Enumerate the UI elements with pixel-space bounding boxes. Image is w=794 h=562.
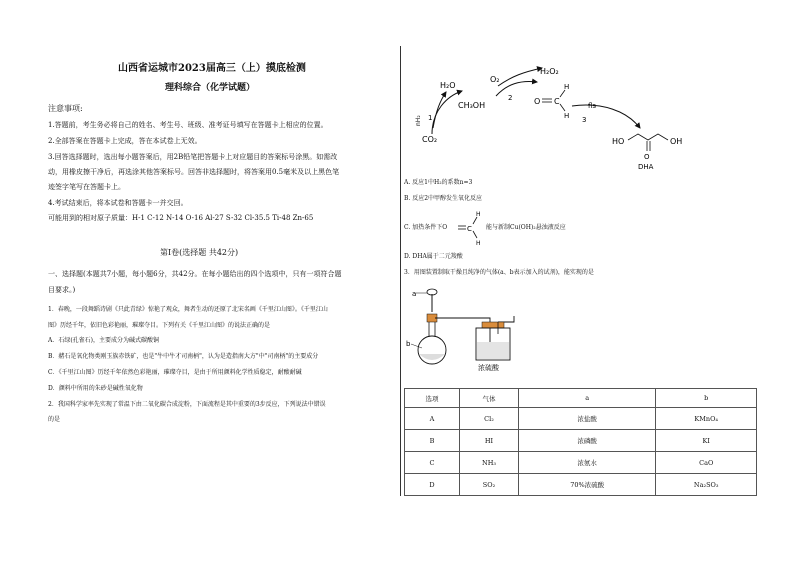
q2-option-c-post: 能与新制Cu(OH)₂悬浊液反应 xyxy=(486,224,566,231)
q3-options-table xyxy=(404,388,757,496)
o2-label: O₂ xyxy=(490,75,500,84)
notice-line: 4.考试结束后，将本试卷和答题卡一并交回。 xyxy=(48,199,188,207)
dha-label: DHA xyxy=(638,163,654,171)
option-c-h-top: H xyxy=(476,211,481,218)
apparatus-diagram xyxy=(402,282,532,372)
section-intro: 一、选择题(本题共7小题，每小题6分，共42分。在每小题给出的四个选项中，只有一项符合题 xyxy=(48,270,342,278)
q1-option-a: A．石绿(孔雀石)，主要成分为碱式碳酸铜 xyxy=(48,337,160,344)
formaldehyde-o: O xyxy=(534,97,541,106)
q2-option-a: A. 反应1中H₂的系数n=3 xyxy=(404,179,473,186)
fls-label: fls xyxy=(588,102,597,110)
table-header: 选项 xyxy=(405,389,460,408)
q1-option-b: B．赭石是氧化物类刚玉族赤铁矿，也是"牛中牛才司南柄"，认为是造指南大方"中"司南柄"的主要成分 xyxy=(48,353,319,360)
q2-option-c: C. 加热条件下O xyxy=(404,224,448,231)
table-row xyxy=(405,430,757,452)
notice-line: 迹签字笔写在答题卡上。 xyxy=(48,183,125,191)
notice-line: 2.全部答案在答题卡上完成，答在本试卷上无效。 xyxy=(48,137,202,145)
option-c-structure xyxy=(456,208,486,248)
q2-stem: 的是 xyxy=(48,416,61,423)
formaldehyde-c: C xyxy=(554,97,560,106)
formaldehyde-h-bottom: H xyxy=(564,112,570,120)
q3-stem: 3．用图装置制取干燥且纯净的气体(a、b表示加入的试剂)，能实现的是 xyxy=(404,269,594,276)
table-cell: HI xyxy=(460,430,519,452)
reagent-a-label: a xyxy=(412,290,417,298)
dha-ho: HO xyxy=(612,137,625,146)
arrow-3-number: 3 xyxy=(582,116,587,124)
q1-option-d: D．颜料中所用的朱砂是碱性氧化物 xyxy=(48,385,143,392)
section-intro: 目要求。) xyxy=(48,286,76,294)
option-c-carbon: C xyxy=(467,225,472,233)
table-cell: Na₂SO₃ xyxy=(656,474,757,496)
dha-oh: OH xyxy=(670,137,683,146)
dha-o: O xyxy=(644,153,650,161)
table-cell: SO₂ xyxy=(460,474,519,496)
table-cell: A xyxy=(405,408,460,430)
ch3oh-label: CH₃OH xyxy=(458,101,486,110)
page-subtitle: 理科综合（化学试题） xyxy=(165,83,256,93)
notice-line: 1.答题前，考生务必将自己的姓名、考生号、班级、准考证号填写在答题卡上相应的位置。 xyxy=(48,121,328,129)
table-cell: 浓氨水 xyxy=(518,452,655,474)
table-row xyxy=(405,452,757,474)
reaction-scheme xyxy=(402,56,762,174)
arrow-2-number: 2 xyxy=(508,94,513,102)
table-cell: 浓盐酸 xyxy=(518,408,655,430)
option-c-h-bottom: H xyxy=(476,240,481,247)
table-header: 气体 xyxy=(460,389,519,408)
h2o2-label: H₂O₂ xyxy=(540,67,559,76)
table-cell: 70%浓硫酸 xyxy=(518,474,655,496)
q2-option-d: D. DHA属于二元羧酸 xyxy=(404,253,463,260)
formaldehyde-h-top: H xyxy=(564,83,570,91)
table-cell: C xyxy=(405,452,460,474)
reagent-b-label: b xyxy=(406,340,411,348)
table-row xyxy=(405,408,757,430)
notice-line: 动，用橡皮擦干净后，再选涂其他答案标号。回答非选择题时，将答案用0.5毫米及以上黑色笔 xyxy=(48,168,340,176)
page-title: 山西省运城市2023届高三（上）摸底检测 xyxy=(118,63,306,74)
q2-stem: 2．我国科学家率先实现了常温下由二氧化碳合成淀粉，下面流程是其中重要的3步反应，下列说法中错误 xyxy=(48,401,326,408)
column-divider xyxy=(400,46,401,496)
table-row xyxy=(405,474,757,496)
co2-label: CO₂ xyxy=(422,135,438,144)
table-cell: CaO xyxy=(656,452,757,474)
table-cell: Cl₂ xyxy=(460,408,519,430)
q1-stem: 1．春晚，一段舞蹈诗剧《只此青绿》惊艳了观众，舞者生动的还原了北宋名画《千里江山图》。《千里江山 xyxy=(48,306,328,313)
table-cell: 浓磷酸 xyxy=(518,430,655,452)
bottle-label: 浓硫酸 xyxy=(478,364,499,372)
h2o-label: H₂O xyxy=(440,81,456,90)
q2-option-b: B. 反应2中甲醇发生氧化反应 xyxy=(404,195,483,202)
q1-option-c: C．《千里江山图》历经千年依然色彩艳丽，璀璨夺目，是由于所用颜料化学性质稳定，耐酸耐碱 xyxy=(48,369,302,376)
table-cell: KI xyxy=(656,430,757,452)
table-cell: D xyxy=(405,474,460,496)
table-header-row xyxy=(405,389,757,408)
notice-heading: 注意事项: xyxy=(48,104,83,113)
table-header: b xyxy=(656,389,757,408)
table-cell: KMnO₄ xyxy=(656,408,757,430)
atomic-mass-line: 可能用到的相对原子质量：H-1 C-12 N-14 O-16 Al-27 S-32 Cl-35.5 Ti-48 Zn-65 xyxy=(48,214,314,222)
q1-stem: 图》历经千年，依旧色彩艳丽，璀璨夺目。下列有关《千里江山图》的说法正确的是 xyxy=(48,322,271,329)
table-header: a xyxy=(518,389,655,408)
notice-line: 3.回答选择题时，选出每小题答案后，用2B铅笔把答题卡上对应题目的答案标号涂黑。如需改 xyxy=(48,153,338,161)
nh2-label: nH₂ xyxy=(415,115,422,126)
section-title: 第Ⅰ卷(选择题 共42分) xyxy=(160,248,239,257)
table-cell: B xyxy=(405,430,460,452)
arrow-1-number: 1 xyxy=(428,114,433,122)
table-cell: NH₃ xyxy=(460,452,519,474)
